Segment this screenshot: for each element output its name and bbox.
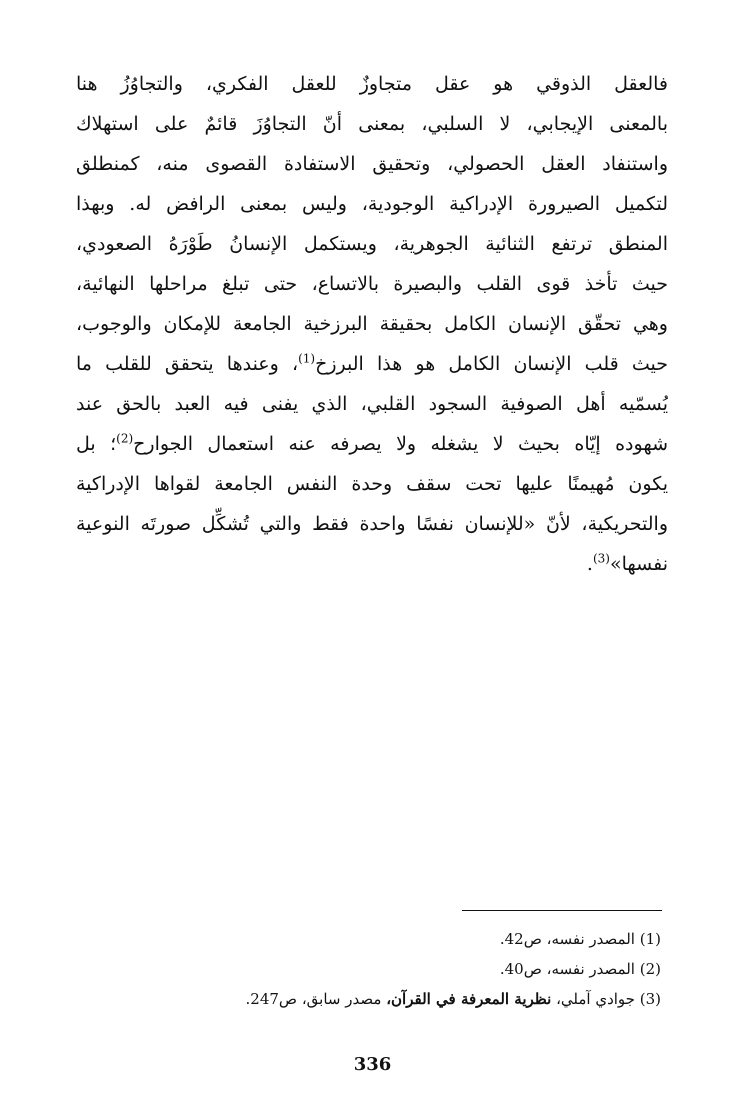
text-line: يكون مُهيمنًا عليها تحت سقف وحدة النفس الجامعة لقواها الإدراكية [76,473,668,495]
page-number: 336 [353,1054,392,1075]
footnote-book-title: نظرية المعرفة في القرآن، [386,990,552,1008]
text-line [76,424,668,464]
text-line [76,544,668,584]
footnote-ref-2[interactable]: (2) [116,431,134,446]
footnote-author: جوادي آملي، [556,990,635,1008]
footnote-text: مصدر سابق، ص247. [245,990,382,1008]
footnote-number: (2) [639,960,661,978]
footnote-ref-1[interactable]: (1) [298,351,316,366]
text-line: يُسمّيه أهل الصوفية السجود القلبي، الذي يفنى فيه العبد بالحق عند [76,393,668,415]
text-line: حيث تأخذ قوى القلب والبصيرة بالاتساع، حتى تبلغ مراحلها النهائية، [76,273,668,295]
footnote-text: المصدر نفسه، ص42. [499,930,635,948]
footnote-divider [462,910,662,911]
text-line: المنطق ترتفع الثنائية الجوهرية، ويستكمل الإنسانُ طَوْرَهُ الصعودي، [76,233,668,255]
text-segment: ؛ بل [76,433,117,455]
footnote-text: المصدر نفسه، ص40. [499,960,635,978]
text-line: فالعقل الذوقي هو عقل متجاوزٌ للعقل الفكري، والتجاوُزُ هنا [76,73,668,95]
footnote-3 [200,984,661,1014]
text-line: وهي تحقّق الإنسان الكامل بحقيقة البرزخية الجامعة للإمكان والوجوب، [76,313,668,335]
main-paragraph [76,64,668,584]
text-line: لتكميل الصيرورة الإدراكية الوجودية، وليس بمعنى الرافض له. وبهذا [76,193,668,215]
footnote-number: (3) [639,990,661,1008]
footnote-1 [200,924,661,954]
text-segment: شهوده إيّاه بحيث لا يشغله ولا يصرفه عنه استعمال الجوارح [133,433,668,455]
text-line: واستنفاد العقل الحصولي، وتحقيق الاستفادة القصوى منه، كمنطلق [76,153,668,175]
text-line [76,344,668,384]
footnote-number: (1) [639,930,661,948]
footnote-ref-3[interactable]: (3) [592,551,610,566]
footnote-2 [200,954,661,984]
text-segment: ، وعندها يتحقق للقلب ما [76,353,299,375]
footnotes [200,924,661,1014]
text-line: بالمعنى الإيجابي، لا السلبي، بمعنى أنّ التجاوُزَ قائمٌ على استهلاك [76,113,668,135]
text-line: والتحريكية، لأنّ «للإنسان نفسًا واحدة فقط والتي تُشكِّل صورتَه النوعية [76,513,668,535]
text-segment: حيث قلب الإنسان الكامل هو هذا البرزخ [315,353,668,375]
text-segment: . [586,553,593,575]
text-segment: نفسها» [609,553,668,575]
